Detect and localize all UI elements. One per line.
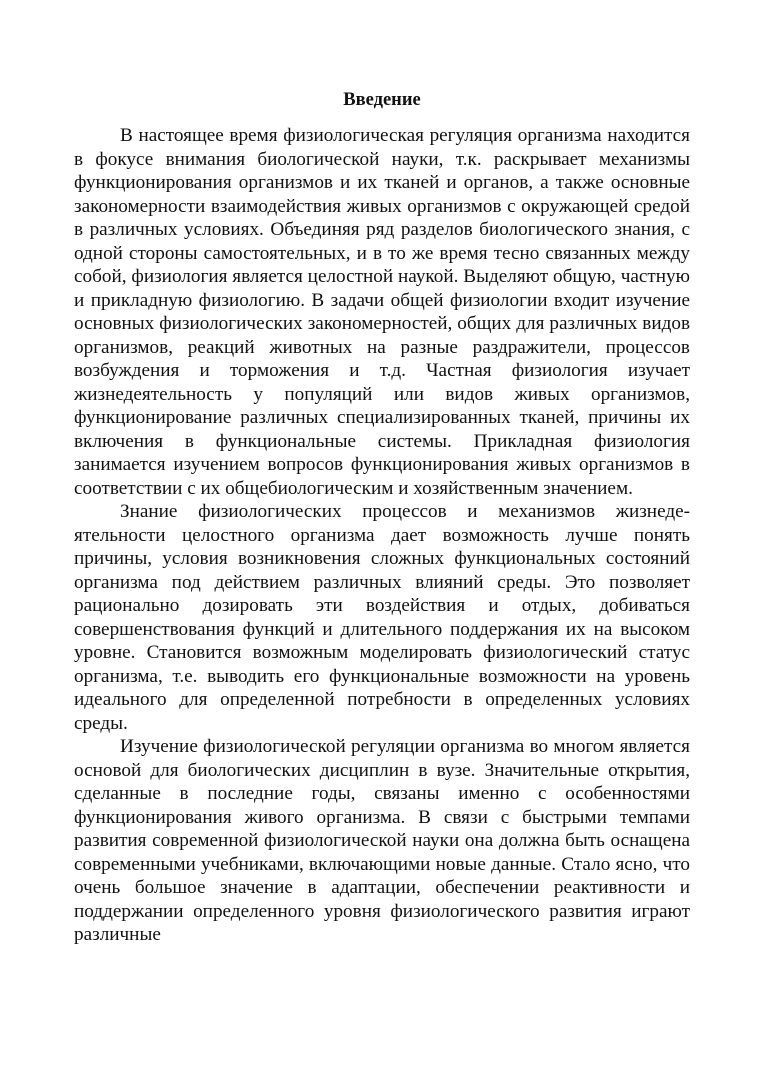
paragraph-2: Знание физиологических процессов и механизмов жизнедеятельности целостного организма дает возможность лучше понять причины, условия возникновения сложных функциональных состояний организма под действием различных влияний среды. Это позволяет рационально дозировать эти воздействия и отдых, добиваться совершенствования функций и длительного поддержания их на высоком уровне. Становится возможным моделировать физиологический статус организма, т.е. выводить его функциональные возможности на уровень идеального для определенной потребности в определенных условиях среды. <box>74 501 690 734</box>
paragraph-3: Изучение физиологической регуляции организма во многом является основой для биологических дисциплин в вузе. Значительные открытия, сделанные в последние годы, связаны именно с особенностями функционирования живого организма. В связи с быстрыми темпами развития современной физиологической науки она должна быть оснащена современными учебниками, включающими новые данные. Стало ясно, что очень большое значение в адаптации, обеспечении реактивности и поддержании определенного уровня физиологического развития играют различные <box>74 736 690 945</box>
paragraph-1: В настоящее время физиологическая регуляция организма находится в фокусе внимания биологической науки, т.к. раскрывает механизмы функционирования организмов и их тканей и органов, а также основные закономерности взаимодействия живых организмов с окружающей средой в различных условиях. Объединяя ряд разделов биологического знания, с одной стороны самостоятельных, и в то же время тесно связанных между собой, физиология является целостной наукой. Выделяют общую, частную и прикладную физиологию. В задачи общей физиологии входит изучение основных физиологических закономерностей, общих для различных видов организмов, реакций животных на разные раздражители, процессов возбуждения и торможения и т.д. Частная физиология изучает жизнедеятельность у популяций или видов живых организмов, функционирование различных специализированных тканей, причины их включения в функциональные системы. Прикладная физиология занимается изучением вопросов функционирования живых организмов в соответствии с их общебиологическим и хозяйственным значением. <box>74 125 690 499</box>
document-page <box>74 89 690 947</box>
page-title: Введение <box>343 90 421 110</box>
